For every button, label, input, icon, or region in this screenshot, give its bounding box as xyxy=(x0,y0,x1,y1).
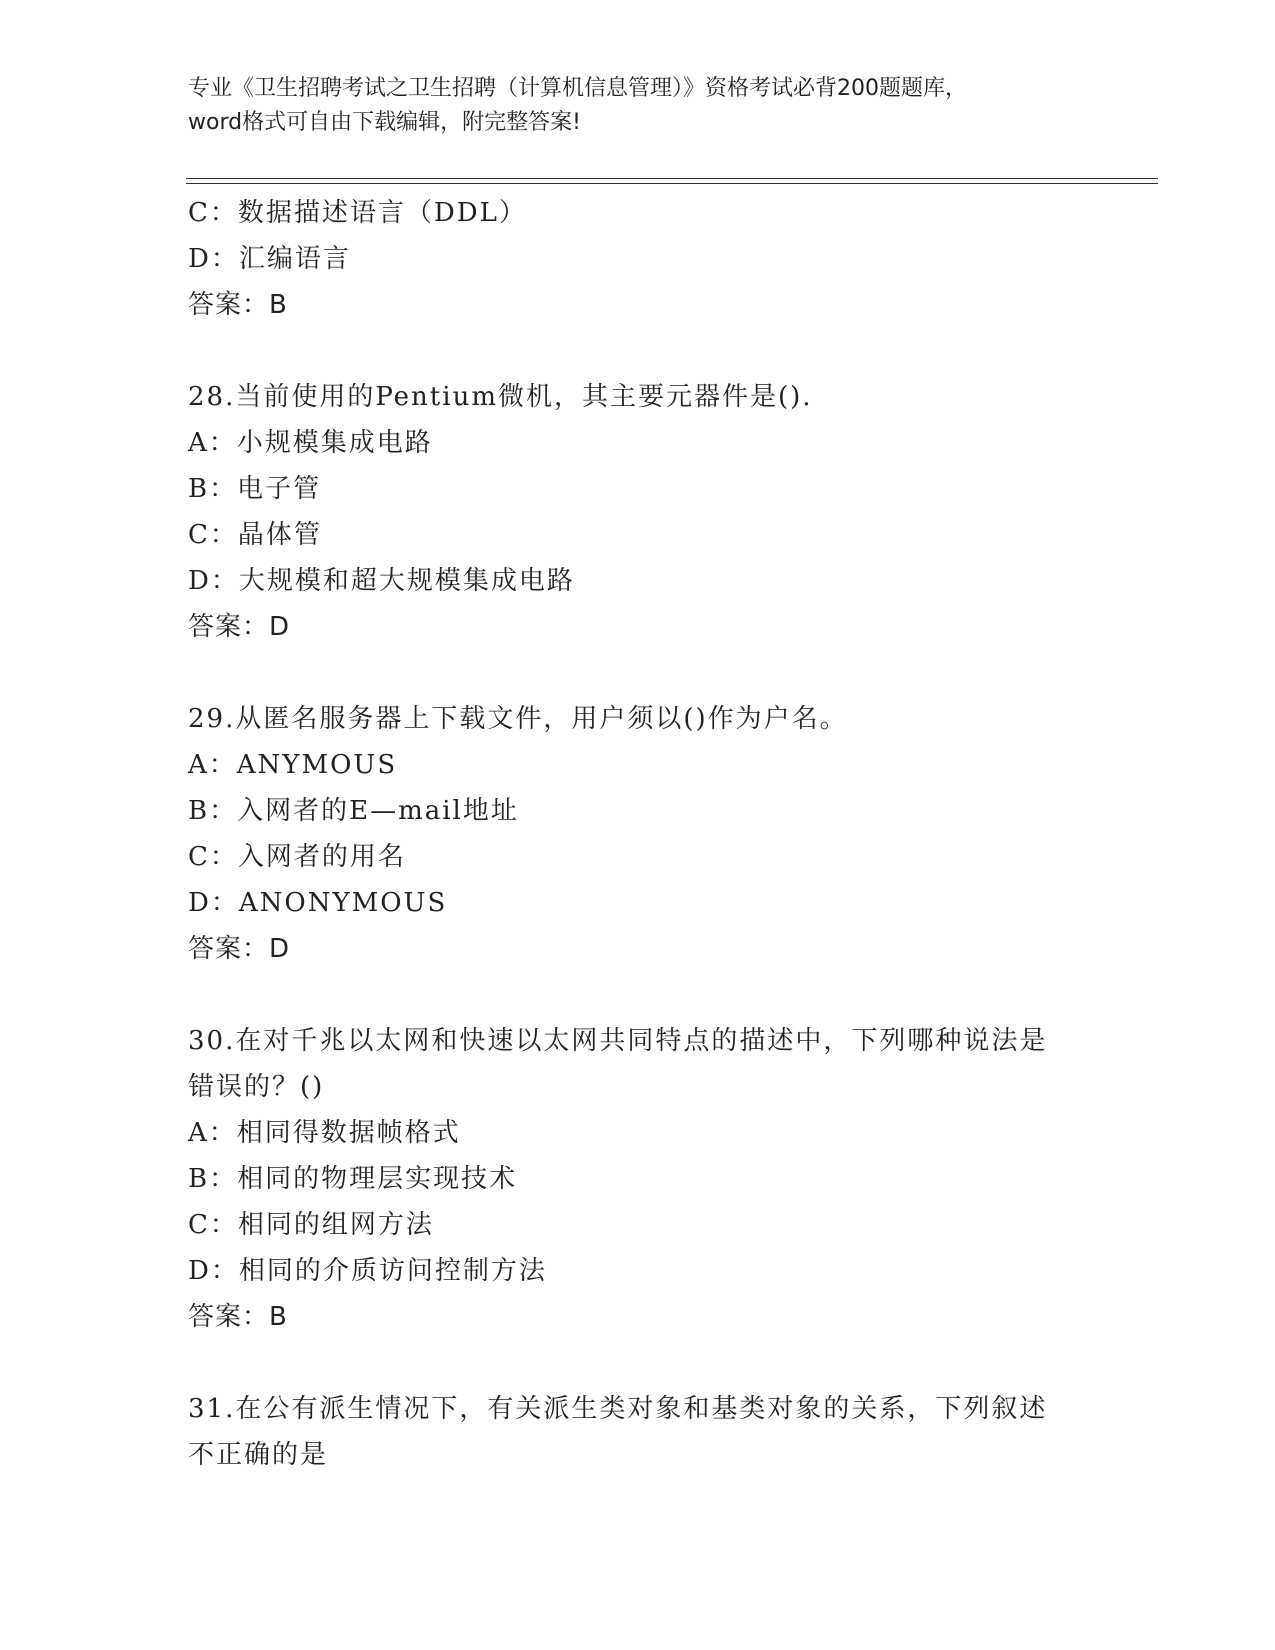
question-stem: 29.从匿名服务器上下载文件，用户须以()作为户名。 xyxy=(188,704,848,734)
question-28 xyxy=(188,374,1088,650)
option-d: D：ANONYMOUS xyxy=(188,888,448,918)
option-c: C：相同的组网方法 xyxy=(188,1210,434,1240)
option-a: A：相同得数据帧格式 xyxy=(188,1118,461,1148)
header-title-line-1: 专业《卫生招聘考试之卫生招聘（计算机信息管理）》资格考试必背200题题库， xyxy=(188,76,967,101)
option-c: C：入网者的用名 xyxy=(188,842,406,872)
option-d: D：汇编语言 xyxy=(188,244,351,274)
header-divider-bottom xyxy=(186,183,1158,184)
answer-label: 答案：D xyxy=(188,934,291,964)
spacer xyxy=(188,972,1088,1018)
option-a: A：ANYMOUS xyxy=(188,750,398,780)
question-30 xyxy=(188,1018,1088,1340)
question-stem-line-2: 错误的？() xyxy=(188,1072,325,1102)
answer-label: 答案：D xyxy=(188,612,291,642)
question-stem-line-2: 不正确的是 xyxy=(188,1440,329,1470)
question-list xyxy=(188,190,1088,1478)
spacer xyxy=(188,650,1088,696)
question-31 xyxy=(188,1386,1088,1478)
option-d: D：大规模和超大规模集成电路 xyxy=(188,566,575,596)
option-b: B：电子管 xyxy=(188,474,322,504)
answer-label: 答案：B xyxy=(188,1302,288,1332)
question-stem-line-1: 30.在对千兆以太网和快速以太网共同特点的描述中，下列哪种说法是 xyxy=(188,1026,1048,1056)
question-29 xyxy=(188,696,1088,972)
spacer xyxy=(188,328,1088,374)
header-divider-top xyxy=(186,178,1158,179)
question-27-tail xyxy=(188,190,1088,328)
spacer xyxy=(188,1340,1088,1386)
option-b: B：相同的物理层实现技术 xyxy=(188,1164,518,1194)
question-stem-line-1: 31.在公有派生情况下，有关派生类对象和基类对象的关系，下列叙述 xyxy=(188,1394,1048,1424)
option-c: C：晶体管 xyxy=(188,520,322,550)
header-title-line-2: word格式可自由下载编辑，附完整答案! xyxy=(188,110,581,135)
answer-label: 答案：B xyxy=(188,290,288,320)
option-a: A：小规模集成电路 xyxy=(188,428,433,458)
document-header xyxy=(188,72,1088,140)
option-d: D：相同的介质访问控制方法 xyxy=(188,1256,547,1286)
option-c: C：数据描述语言（DDL） xyxy=(188,198,527,228)
question-stem: 28.当前使用的Pentium微机，其主要元器件是(). xyxy=(188,382,813,412)
option-b: B：入网者的E—mail地址 xyxy=(188,796,519,826)
